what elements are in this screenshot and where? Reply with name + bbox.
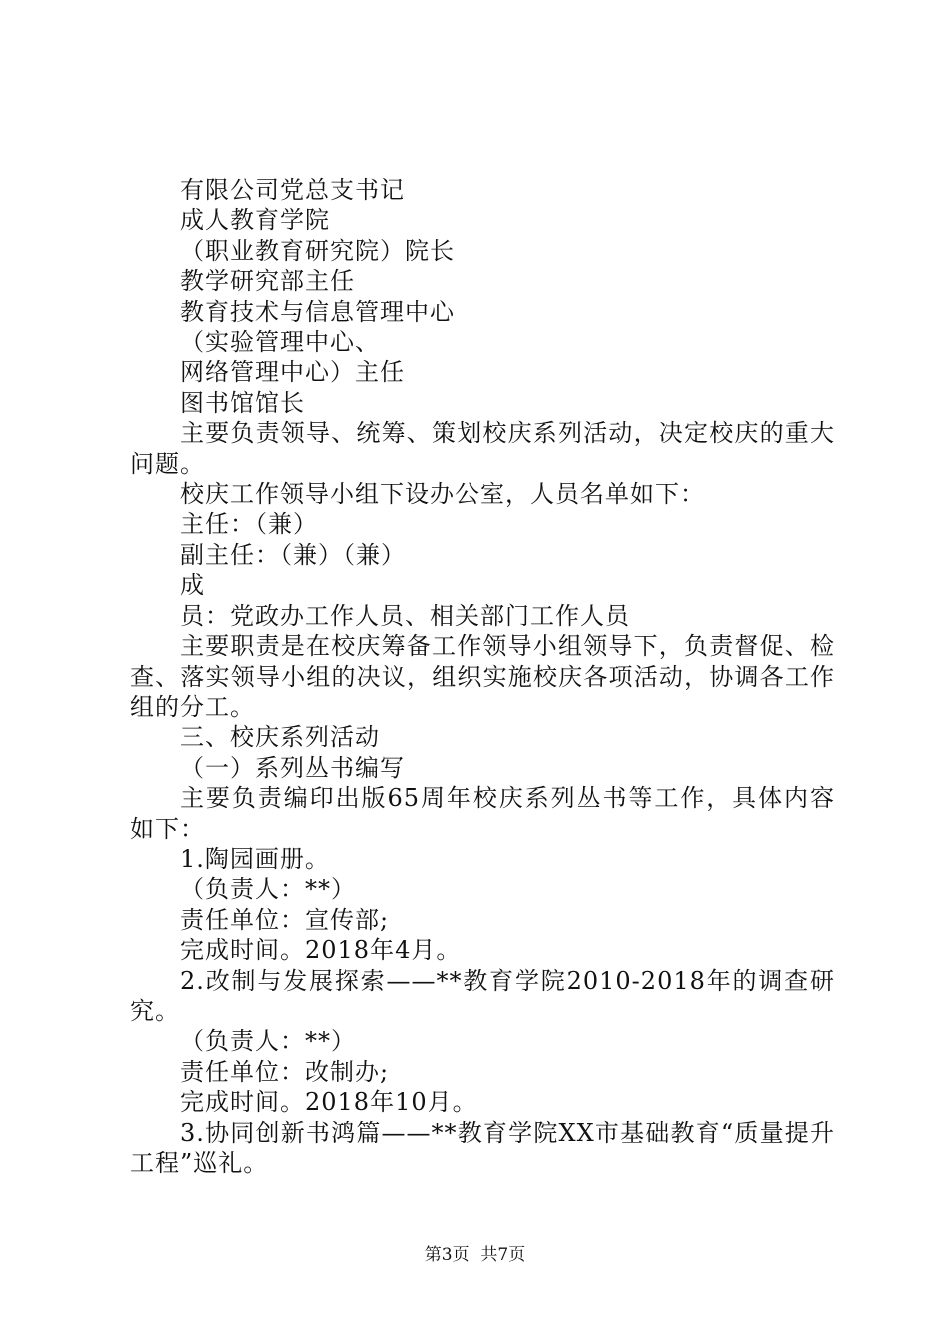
section-heading: 三、校庆系列活动 [180, 723, 380, 752]
item-title: 1.陶园画册。 [180, 844, 330, 873]
text-line: （实验管理中心、 [180, 328, 380, 357]
text-line: 图书馆馆长 [180, 388, 305, 417]
item-unit: 责任单位：改制办; [180, 1057, 390, 1086]
subsection-heading: （一）系列丛书编写 [180, 753, 405, 782]
item-unit: 责任单位：宣传部; [180, 905, 390, 934]
text-line: 成人教育学院 [180, 206, 330, 235]
text-line: 教育技术与信息管理中心 [180, 297, 455, 326]
paragraph-books-intro: 主要负责编印出版65周年校庆系列丛书等工作，具体内容如下： [130, 784, 835, 843]
paragraph-leadership-duty: 主要负责领导、统筹、策划校庆系列活动，决定校庆的重大问题。 [130, 419, 835, 478]
item-person: （负责人：**） [180, 1027, 356, 1056]
office-deputy: 副主任：（兼）（兼） [180, 540, 406, 569]
page-footer: 第3页 共7页 [424, 1245, 526, 1265]
text-line: 网络管理中心）主任 [180, 358, 405, 387]
text-line: 有限公司党总支书记 [180, 176, 405, 204]
document-body [130, 175, 835, 1178]
item-time: 完成时间。2018年4月。 [180, 936, 462, 965]
office-director: 主任：（兼） [180, 510, 318, 539]
members-text: 员：党政办工作人员、相关部门工作人员 [180, 601, 630, 630]
members-label: 成 [180, 571, 205, 600]
item-time: 完成时间。2018年10月。 [180, 1088, 478, 1117]
item-title: 3.协同创新书鸿篇——**教育学院XX市基础教育“质量提升工程”巡礼。 [130, 1118, 835, 1177]
paragraph-office-duty: 主要职责是在校庆筹备工作领导小组领导下，负责督促、检查、落实领导小组的决议，组织实施校庆各项活动，协调各工作组的分工。 [130, 632, 835, 721]
item-person: （负责人：**） [180, 875, 356, 904]
office-intro: 校庆工作领导小组下设办公室，人员名单如下： [180, 480, 705, 509]
text-line: （职业教育研究院）院长 [180, 236, 455, 265]
text-line: 教学研究部主任 [180, 267, 355, 296]
item-title: 2.改制与发展探索——**教育学院2010-2018年的调查研究。 [130, 966, 835, 1025]
